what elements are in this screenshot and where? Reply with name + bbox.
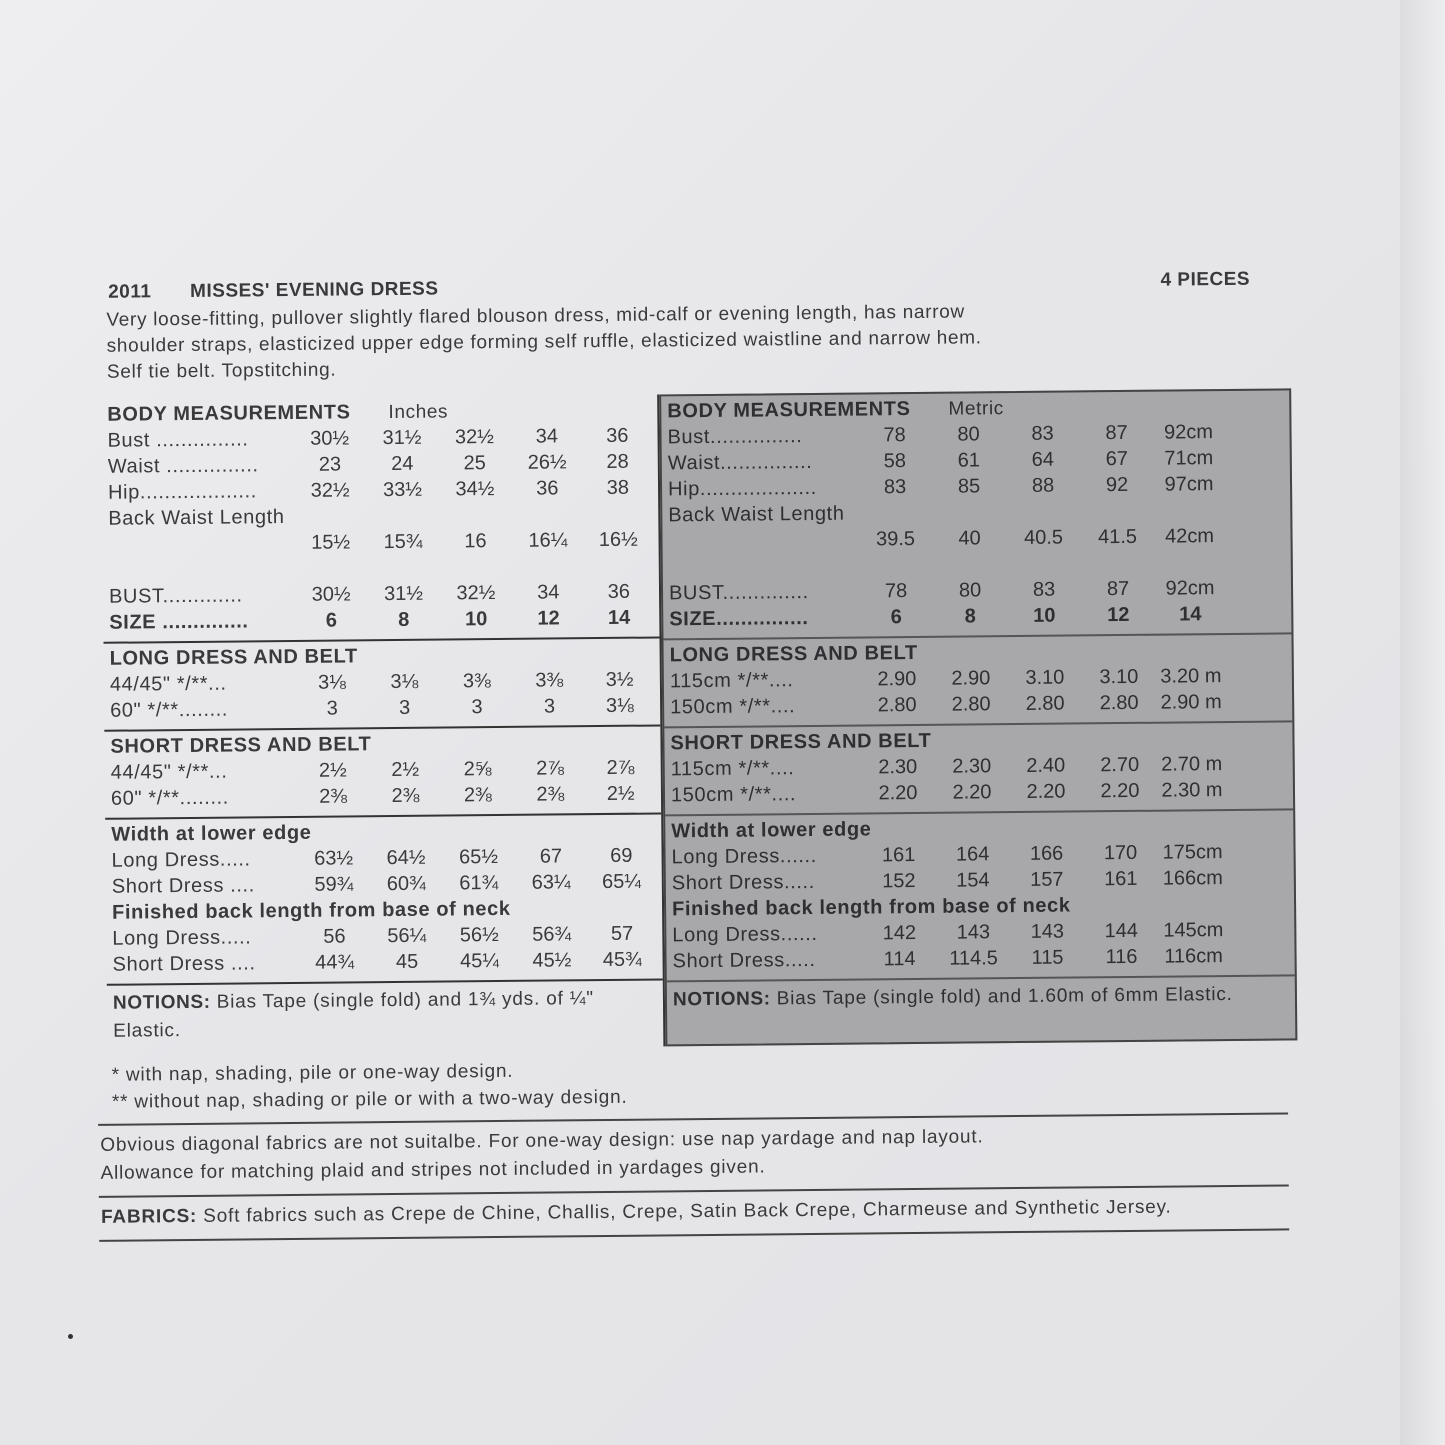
- value-cell: 38: [606, 476, 630, 499]
- value-cell: 64½: [386, 846, 426, 869]
- section-heading: Finished back length from base of neck: [671, 894, 1071, 921]
- section-heading: SHORT DRESS AND BELT: [670, 729, 932, 755]
- section-heading: LONG DRESS AND BELT: [669, 641, 918, 667]
- value-cell: 145cm: [1163, 918, 1224, 942]
- pattern-envelope-back: [80, 266, 1299, 1242]
- value-cell: 116cm: [1164, 944, 1223, 968]
- note-line: Obvious diagonal fabrics are not suitalbe. For one-way design: use nap yardage and nap layout.: [100, 1126, 984, 1156]
- value-cell: 2⅜: [391, 784, 420, 807]
- value-cell: 115: [1031, 946, 1064, 969]
- section-heading: Width at lower edge: [671, 818, 872, 843]
- value-cell: 2.30 m: [1161, 778, 1223, 802]
- value-cell: 32½: [310, 478, 350, 502]
- table-row: [110, 693, 654, 724]
- value-cell: 65½: [458, 845, 499, 868]
- value-cell: 164: [955, 842, 990, 866]
- value-cell: 39.5: [875, 527, 916, 550]
- value-cell: 45¼: [459, 949, 500, 972]
- table-row: [672, 942, 1288, 974]
- value-cell: 3.20 m: [1160, 664, 1222, 688]
- row-label: Short Dress ....: [111, 873, 255, 898]
- value-cell: 97cm: [1164, 472, 1214, 496]
- table-row: [111, 781, 655, 812]
- value-cell: 2.90: [951, 666, 991, 690]
- notions-section: [667, 976, 1295, 1020]
- row-label: 150cm */**....: [670, 694, 796, 718]
- value-cell: 2½: [606, 782, 635, 805]
- value-cell: 6: [890, 605, 902, 628]
- value-cell: 61: [957, 448, 981, 472]
- value-cell: 64: [1031, 448, 1055, 471]
- value-cell: 45½: [532, 948, 572, 972]
- value-cell: 12: [1107, 603, 1130, 626]
- footnotes: [112, 1050, 1298, 1115]
- pattern-description: [106, 297, 1251, 386]
- value-cell: 31½: [382, 426, 422, 449]
- value-cell: 59¾: [314, 872, 354, 896]
- heading-text: BODY MEASUREMENTS: [667, 398, 911, 423]
- row-label: Short Dress ....: [112, 951, 256, 976]
- value-cell: 3⅛: [390, 670, 419, 693]
- value-cell: 2⅞: [536, 756, 565, 780]
- value-cell: 34: [535, 424, 559, 448]
- row-label: Back Waist Length: [668, 502, 845, 526]
- row-label-empty: [109, 543, 295, 545]
- value-cell: 2⅝: [463, 757, 492, 780]
- value-cell: 114.5: [949, 946, 998, 970]
- value-cell: 16: [464, 529, 487, 552]
- value-cell: 2.90: [877, 667, 917, 690]
- value-cell: 65¼: [602, 870, 642, 893]
- value-cell: 3: [398, 696, 411, 719]
- value-cell: 2½: [391, 758, 420, 781]
- row-label-empty: [669, 540, 859, 542]
- value-cell: 36: [606, 424, 629, 447]
- row-label: SIZE...............: [669, 606, 809, 630]
- value-cell: 67: [1105, 447, 1129, 470]
- fabrics-label: FABRICS:: [100, 1205, 198, 1228]
- description-line: Self tie belt. Topstitching.: [106, 359, 337, 383]
- value-cell: 161: [1104, 867, 1138, 890]
- row-label: 150cm */**....: [670, 782, 797, 806]
- table-row: [109, 605, 653, 636]
- value-cell: 24: [391, 452, 414, 475]
- row-label: Bust...............: [667, 424, 803, 448]
- pattern-title: MISSES' EVENING DRESS: [190, 278, 439, 302]
- heading-text: BODY MEASUREMENTS: [107, 401, 351, 426]
- value-cell: 88: [1031, 474, 1055, 497]
- value-cell: 2.80: [951, 692, 991, 716]
- value-cell: 2⅜: [463, 783, 492, 806]
- inches-table: [101, 394, 665, 1051]
- value-cell: 3½: [605, 668, 634, 691]
- table-row: [670, 688, 1286, 720]
- notions-text: Bias Tape (single fold) and 1¾ yds. of ¼" Elastic.: [113, 988, 595, 1042]
- value-cell: 15½: [311, 530, 351, 554]
- value-cell: 80: [957, 422, 980, 446]
- value-cell: 92cm: [1165, 576, 1215, 600]
- fabrics-section: [101, 1192, 1299, 1231]
- value-cell: 25: [463, 451, 486, 474]
- value-cell: 34½: [455, 477, 495, 500]
- row-label: Back Waist Length: [108, 505, 285, 530]
- divider: [99, 1228, 1289, 1241]
- value-cell: 3⅜: [535, 668, 564, 692]
- row-label: Long Dress.....: [111, 847, 251, 872]
- value-cell: 116: [1105, 945, 1138, 968]
- row-label: 44/45" */**...: [110, 760, 228, 784]
- value-cell: 63¼: [531, 870, 571, 894]
- row-label: Waist ...............: [107, 453, 259, 478]
- row-label: 60" */**........: [110, 698, 229, 722]
- value-cell: 44¾: [315, 950, 355, 974]
- row-label: 44/45" */**...: [109, 672, 227, 696]
- value-cell: 3: [471, 695, 483, 718]
- measurement-tables: [101, 388, 1297, 1051]
- value-cell: 16½: [598, 528, 638, 551]
- value-cell: 78: [884, 579, 908, 602]
- value-cell: 2.80: [1025, 692, 1065, 715]
- value-cell: 92cm: [1163, 420, 1214, 444]
- value-cell: 85: [957, 474, 981, 498]
- value-cell: 2.40: [1026, 754, 1066, 777]
- long-dress-section: [664, 634, 1293, 728]
- value-cell: 2⅜: [536, 782, 565, 806]
- value-cell: 2.20: [1026, 780, 1066, 803]
- row-label: BUST..............: [668, 580, 809, 604]
- fabrics-text: Soft fabrics such as Crepe de Chine, Challis, Crepe, Satin Back Crepe, Charmeuse and Synthetic Jersey.: [203, 1196, 1172, 1227]
- body-measurements-section: [101, 394, 659, 643]
- value-cell: 3.10: [1099, 665, 1139, 688]
- value-cell: 31½: [383, 582, 424, 605]
- value-cell: 6: [325, 609, 338, 632]
- value-cell: 80: [958, 578, 982, 602]
- value-cell: 3: [543, 694, 556, 718]
- table-row: [112, 946, 656, 977]
- width-finished-section: [105, 814, 663, 985]
- row-label: BUST.............: [108, 583, 243, 608]
- value-cell: 56½: [459, 923, 499, 946]
- row-label: SIZE ..............: [109, 609, 249, 634]
- value-cell: 3: [326, 697, 338, 720]
- row-label: 115cm */**....: [669, 668, 794, 692]
- value-cell: 3.10: [1025, 666, 1065, 689]
- value-cell: 57: [610, 922, 634, 945]
- value-cell: 3⅛: [317, 670, 347, 694]
- value-cell: 8: [964, 604, 976, 628]
- value-cell: 175cm: [1162, 840, 1223, 864]
- value-cell: 83: [1031, 422, 1054, 445]
- value-cell: 92: [1105, 473, 1129, 496]
- value-cell: 34: [537, 580, 560, 604]
- short-dress-section: [664, 722, 1293, 816]
- value-cell: 166: [1029, 842, 1064, 865]
- value-cell: 67: [539, 844, 563, 868]
- ink-speck: [68, 1334, 73, 1339]
- footnote-without-nap: ** without nap, shading or pile or with a two-way design.: [111, 1086, 628, 1113]
- value-cell: 28: [606, 450, 629, 473]
- value-cell: 2.20: [952, 780, 992, 804]
- row-label: Hip...................: [107, 479, 257, 504]
- value-cell: 2⅜: [319, 784, 348, 808]
- notions-label: NOTIONS:: [672, 988, 771, 1011]
- short-dress-section: [104, 726, 661, 819]
- value-cell: 2.20: [1100, 779, 1140, 802]
- unit-label: Metric: [948, 398, 1004, 420]
- notions-label: NOTIONS:: [112, 991, 211, 1014]
- value-cell: 15¾: [383, 530, 423, 553]
- value-cell: 78: [883, 423, 906, 446]
- value-cell: 40.5: [1023, 526, 1064, 549]
- value-cell: 14: [1179, 602, 1202, 625]
- value-cell: 144: [1104, 919, 1139, 942]
- section-heading: Finished back length from base of neck: [111, 897, 511, 924]
- value-cell: 157: [1030, 868, 1064, 891]
- row-label: Short Dress.....: [672, 948, 816, 972]
- note-line: Allowance for matching plaid and stripes not included in yardages given.: [100, 1156, 766, 1184]
- value-cell: 3⅜: [462, 669, 491, 692]
- value-cell: 32½: [456, 581, 496, 604]
- value-cell: 23: [318, 453, 342, 476]
- value-cell: 45: [395, 950, 419, 973]
- value-cell: 2⅞: [606, 756, 635, 779]
- value-cell: 8: [398, 608, 410, 631]
- value-cell: 32½: [454, 425, 495, 448]
- value-cell: 30½: [310, 426, 350, 450]
- value-cell: 14: [607, 606, 631, 629]
- value-cell: 143: [1030, 920, 1065, 943]
- row-label: 60" */**........: [110, 786, 229, 810]
- value-cell: 83: [883, 475, 907, 498]
- metric-table: [659, 388, 1297, 1046]
- value-cell: 56¾: [532, 922, 572, 946]
- value-cell: 3⅛: [605, 694, 634, 717]
- value-cell: 10: [464, 607, 488, 630]
- row-label: Long Dress......: [672, 922, 818, 946]
- value-cell: 56: [323, 924, 346, 948]
- value-cell: 87: [1105, 421, 1128, 444]
- value-cell: 2.80: [1099, 691, 1139, 714]
- description-line: Very loose-fitting, pullover slightly flared blouson dress, mid-calf or evening length, has narrow: [106, 301, 966, 331]
- value-cell: 166cm: [1162, 866, 1223, 890]
- row-label: Long Dress......: [671, 844, 817, 868]
- value-cell: 56¼: [387, 924, 427, 947]
- footnote-nap: * with nap, shading, pile or one-way design.: [111, 1060, 514, 1086]
- value-cell: 10: [1033, 604, 1056, 627]
- description-line: shoulder straps, elasticized upper edge forming self ruffle, elasticized waistline and narrow hem.: [106, 327, 982, 357]
- value-cell: 170: [1103, 841, 1138, 864]
- notions-section: [107, 980, 664, 1051]
- value-cell: 83: [1032, 578, 1056, 601]
- row-label: Long Dress.....: [112, 925, 252, 950]
- value-cell: 87: [1106, 577, 1130, 600]
- value-cell: 2½: [318, 758, 347, 782]
- value-cell: 2.30: [878, 755, 918, 778]
- row-label: Waist...............: [667, 450, 813, 474]
- value-cell: 114: [883, 947, 916, 970]
- value-cell: 143: [956, 920, 991, 944]
- value-cell: 2.90 m: [1160, 690, 1222, 714]
- section-heading: SHORT DRESS AND BELT: [110, 733, 372, 758]
- page-edge: [1400, 0, 1445, 1445]
- section-heading: Width at lower edge: [111, 821, 312, 846]
- value-cell: 154: [956, 868, 990, 892]
- value-cell: 41.5: [1097, 525, 1138, 548]
- row-label: Short Dress.....: [671, 870, 815, 894]
- value-cell: 161: [881, 843, 916, 866]
- fabric-notes: [100, 1120, 1298, 1187]
- pieces-count: 4 PIECES: [1160, 268, 1251, 291]
- value-cell: 60¾: [386, 872, 426, 895]
- value-cell: 33½: [382, 478, 423, 501]
- value-cell: 2.80: [877, 693, 917, 716]
- value-cell: 61¾: [459, 871, 499, 894]
- row-label: Bust ...............: [107, 427, 249, 452]
- section-heading: LONG DRESS AND BELT: [109, 645, 358, 670]
- long-dress-section: [104, 638, 661, 731]
- value-cell: 2.70 m: [1161, 752, 1223, 776]
- table-row: [671, 776, 1287, 808]
- value-cell: 58: [883, 449, 907, 472]
- value-cell: 63½: [314, 846, 354, 870]
- value-cell: 2.70: [1100, 753, 1140, 776]
- notions-text: Bias Tape (single fold) and 1.60m of 6mm Elastic.: [776, 983, 1233, 1010]
- value-cell: 40: [958, 526, 981, 550]
- value-cell: 2.30: [952, 754, 992, 778]
- value-cell: 71cm: [1164, 446, 1214, 470]
- row-label: 115cm */**....: [670, 756, 795, 780]
- value-cell: 42cm: [1164, 524, 1215, 548]
- value-cell: 30½: [311, 582, 351, 606]
- row-label: Hip...................: [667, 476, 817, 500]
- value-cell: 36: [536, 476, 559, 500]
- pattern-number: 2011: [108, 281, 152, 303]
- value-cell: 26½: [527, 450, 567, 474]
- table-row: [669, 600, 1285, 632]
- body-measurements-section: [661, 390, 1291, 640]
- value-cell: 152: [882, 869, 916, 892]
- width-finished-section: [665, 810, 1295, 982]
- value-cell: 36: [607, 580, 631, 603]
- value-cell: 142: [882, 921, 917, 944]
- unit-label: Inches: [388, 401, 449, 424]
- value-cell: 45¾: [602, 948, 642, 971]
- value-cell: 12: [537, 606, 560, 630]
- value-cell: 2.20: [878, 781, 918, 804]
- value-cell: 16¼: [528, 528, 568, 552]
- value-cell: 69: [610, 844, 633, 867]
